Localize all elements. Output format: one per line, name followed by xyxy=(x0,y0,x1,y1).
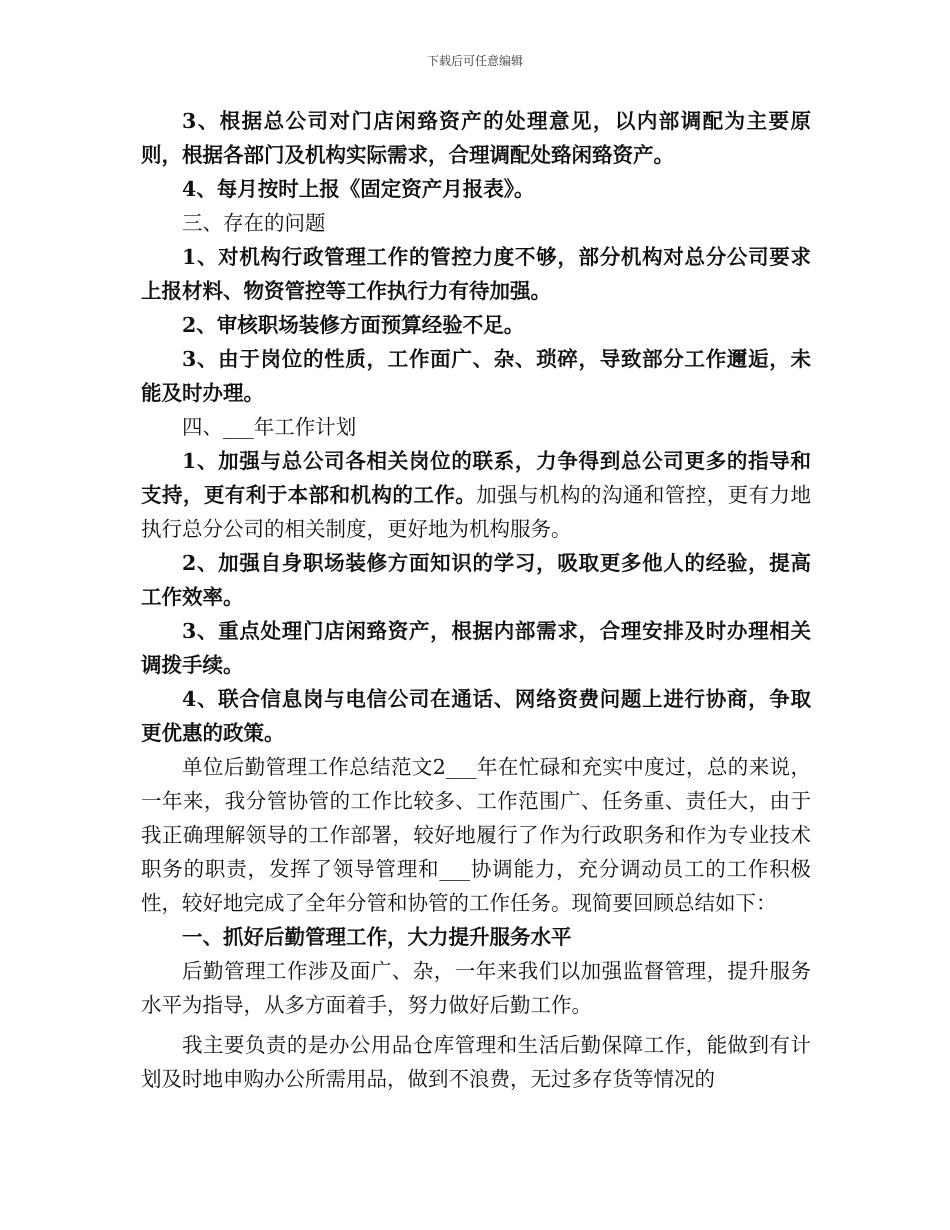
paragraph: 4、联合信息岗与电信公司在通话、网络资费问题上进行协商，争取更优惠的政策。 xyxy=(141,687,811,745)
section-heading: 一、抓好后勤管理工作，大力提升服务水平 xyxy=(182,925,572,949)
paragraph: 3、由于岗位的性质，工作面广、杂、琐碎，导致部分工作邇逅，未能及时办理。 xyxy=(141,347,811,405)
paragraph-normal-part: 加强与机构的沟通和管控，更有力地执行总分公司的相关制度，更好地为机构服务。 xyxy=(141,483,812,541)
paragraph: 后勤管理工作涉及面广、杂，一年来我们以加强监督管理，提升服务水平为指导，从多方面着手，努力做好后勤工作。 xyxy=(141,959,811,1017)
section-heading: 三、存在的问题 xyxy=(182,211,326,235)
paragraph: 1、对机构行政管理工作的管控力度不够，部分机构对总分公司要求上报材料、物资管控等工作执行力有待加强。 xyxy=(141,245,811,303)
paragraph: 我主要负责的是办公用品仓库管理和生活后勤保障工作，能做到有计划及时地申购办公所需用品，做到不浪费，无过多存货等情况的 xyxy=(141,1033,811,1091)
page-header-note: 下载后可任意编辑 xyxy=(426,54,523,68)
paragraph: 3、重点处理门店闲臵资产，根据内部需求，合理安排及时办理相关调拨手续。 xyxy=(141,619,811,677)
paragraph: 4、每月按时上报《固定资产月报表》。 xyxy=(182,177,535,201)
paragraph: 2、加强自身职场装修方面知识的学习，吸取更多他人的经验，提高工作效率。 xyxy=(141,551,811,609)
section-heading: 四、___年工作计划 xyxy=(182,415,357,439)
paragraph: 2、审核职场装修方面预算经验不足。 xyxy=(182,313,525,337)
paragraph xyxy=(141,444,811,546)
paragraph-bold-part: 1、加强与总公司各相关岗位的联系，力争得到总公司更多的指导和支持，更有利于本部和机构的工作。 xyxy=(141,449,811,507)
paragraph: 3、根据总公司对门店闲臵资产的处理意见，以内部调配为主要原则，根据各部门及机构实际需求，合理调配处臵闲臵资产。 xyxy=(141,109,811,167)
document-body xyxy=(141,104,811,1096)
paragraph: 单位后勤管理工作总结范文2___年在忙碌和充实中度过，总的来说，一年来，我分管协管的工作比较多、工作范围广、任务重、责任大，由于我正确理解领导的工作部署，较好地履行了作为行政职务和作为专业技术职务的职责，发挥了领导管理和___协调能力，充分调动员工的工作积极性，较好地完成了全年分管和协管的工作任务。现简要回顾总结如下： xyxy=(141,755,811,915)
